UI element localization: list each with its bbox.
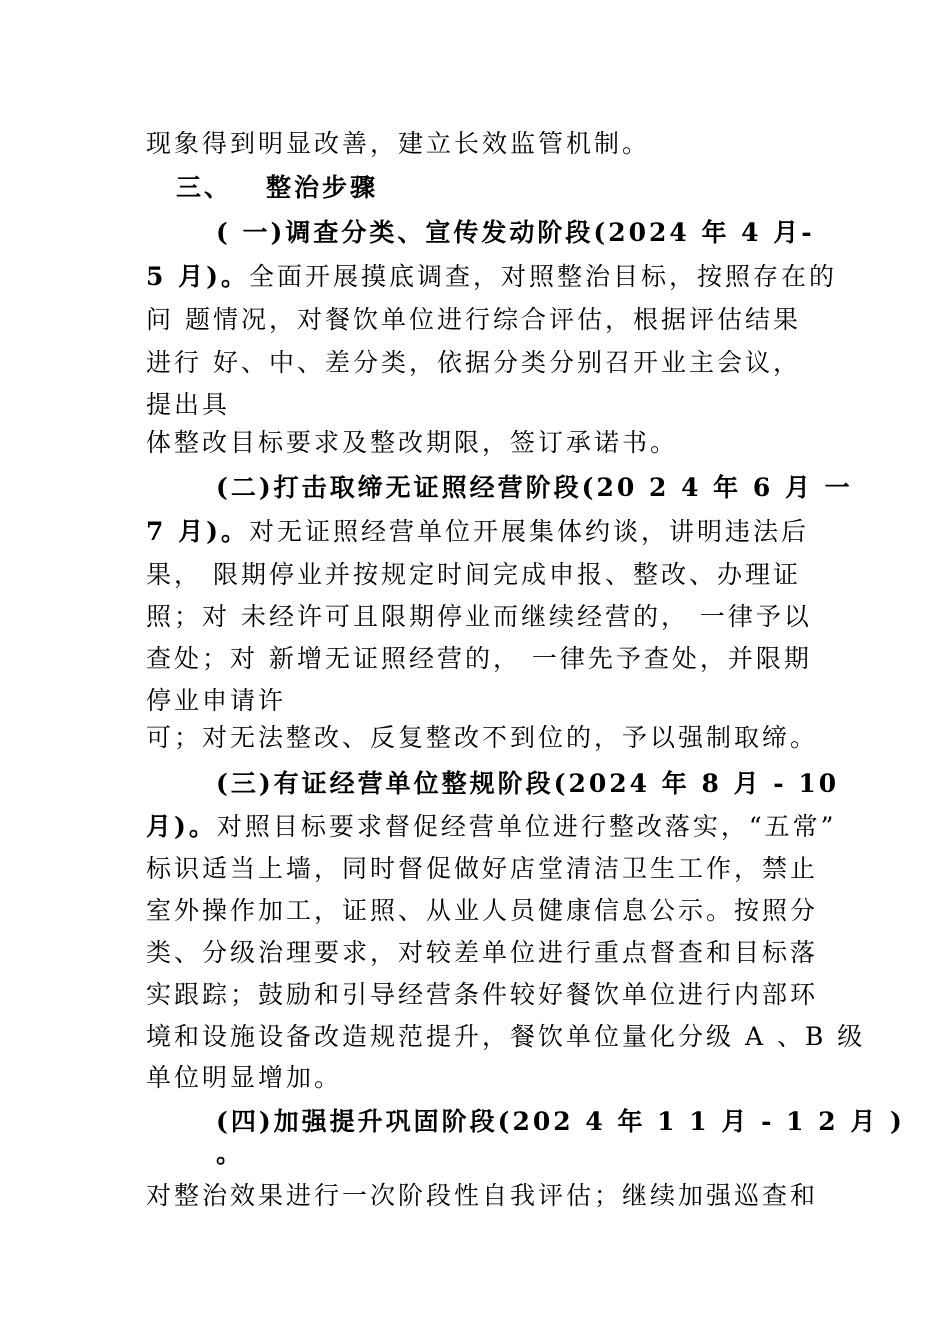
line-text: 停业申请许 xyxy=(146,686,287,715)
stage-heading-3 xyxy=(216,768,839,800)
line-text: 单位明显增加。 xyxy=(146,1063,343,1092)
stage-heading-text: ( 一)调查分类、宣传发动阶段(2024 年 4 月- xyxy=(216,218,815,247)
body-line xyxy=(146,128,650,160)
body-line xyxy=(146,304,801,336)
line-text: 实跟踪；鼓励和引导经营条件较好餐饮单位进行内部环 xyxy=(146,980,819,1009)
body-line xyxy=(146,643,812,675)
line-text: 全面开展摸底调查，对照整治目标，按照存在的 xyxy=(248,262,837,291)
body-line xyxy=(146,1021,865,1053)
body-line xyxy=(146,601,812,633)
line-text: 对无证照经营单位开展集体约谈，讲明违法后 xyxy=(248,517,809,546)
stage-heading-1 xyxy=(216,217,815,249)
body-line xyxy=(146,261,837,293)
body-line xyxy=(146,1180,818,1212)
stage-heading-4 xyxy=(216,1106,905,1138)
stage-heading-text: 。 xyxy=(216,1139,245,1168)
line-text: 境和设施设备改造规范提升，餐饮单位量化分级 A 、B 级 xyxy=(146,1022,866,1051)
line-text: 问 题情况，对餐饮单位进行综合评估，根据评估结果 xyxy=(146,305,801,334)
line-text: 对整治效果进行一次阶段性自我评估；继续加强巡查和 xyxy=(146,1181,819,1210)
section-title: 整治步骤 xyxy=(266,173,379,202)
line-head: 5 月)。 xyxy=(146,262,249,291)
line-text: 可；对无法整改、反复整改不到位的，予以强制取缔。 xyxy=(146,723,819,752)
line-text: 查处；对 新增无证照经营的， 一律先予查处，并限期 xyxy=(146,644,812,673)
body-line xyxy=(146,937,818,969)
stage-heading-2 xyxy=(216,472,853,504)
line-text: 现象得到明显改善，建立长效监管机制。 xyxy=(146,129,651,158)
body-line xyxy=(146,389,230,421)
body-line xyxy=(146,811,836,843)
body-line xyxy=(146,516,809,548)
body-line xyxy=(146,427,678,459)
line-text: 类、分级治理要求，对较差单位进行重点督查和目标落 xyxy=(146,938,819,967)
body-line xyxy=(146,685,286,717)
stage-heading-text: (二)打击取缔无证照经营阶段(20 2 4 年 6 月 一 xyxy=(216,473,853,502)
line-head: 7 月)。 xyxy=(146,517,249,546)
section-number: 三、 xyxy=(176,173,233,202)
body-line xyxy=(146,895,818,927)
line-text: 进行 好、中、差分类，依据分类分别召开业主会议， xyxy=(146,348,801,377)
line-text: 照；对 未经许可且限期停业而继续经营的， 一律予以 xyxy=(146,602,812,631)
line-text: 对照目标要求督促经营单位进行整改落实，“五常” xyxy=(216,812,837,841)
body-line xyxy=(146,559,801,591)
stage-heading-text: (三)有证经营单位整规阶段(2024 年 8 月 - 10 xyxy=(216,769,840,798)
stage-heading-4-continuation xyxy=(216,1138,244,1170)
body-line xyxy=(146,722,818,754)
line-text: 室外操作加工，证照、从业人员健康信息公示。按照分 xyxy=(146,896,819,925)
body-line xyxy=(146,853,818,885)
line-text: 体整改目标要求及整改期限，签订承诺书。 xyxy=(146,428,679,457)
line-text: 提出具 xyxy=(146,390,231,419)
body-line xyxy=(146,979,818,1011)
section-heading xyxy=(176,172,378,204)
line-text: 标识适当上墙，同时督促做好店堂清洁卫生工作，禁止 xyxy=(146,854,819,883)
stage-heading-text: (四)加强提升巩固阶段(202 4 年 1 1 月 - 1 2 月 ) xyxy=(216,1107,905,1136)
body-line xyxy=(146,347,801,379)
body-line xyxy=(146,1062,342,1094)
line-text: 果， 限期停业并按规定时间完成申报、整改、办理证 xyxy=(146,560,801,589)
line-head: 月)。 xyxy=(146,812,217,841)
